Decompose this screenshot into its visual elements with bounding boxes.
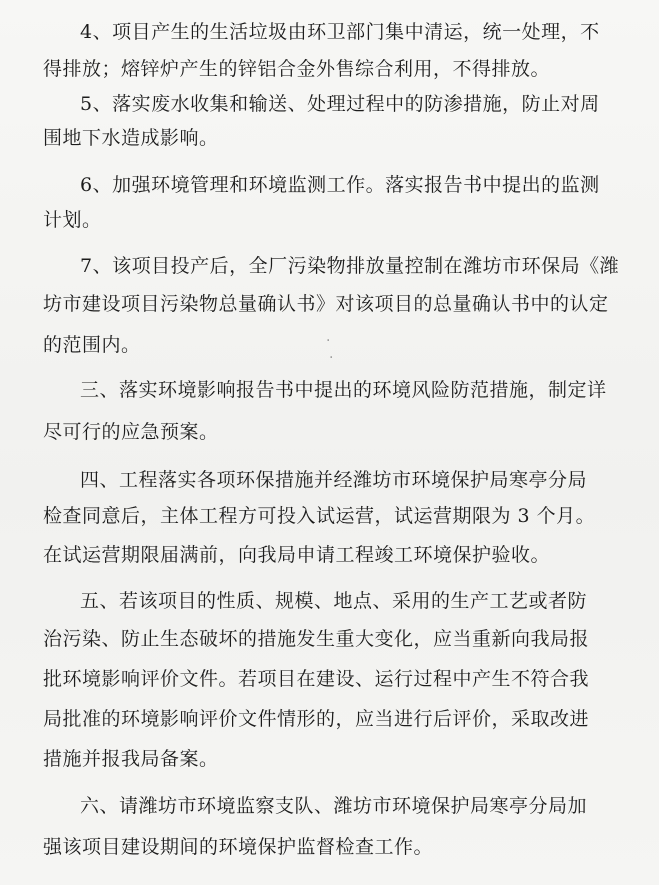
text-line: 5、落实废水收集和输送、处理过程中的防渗措施，防止对周: [80, 93, 600, 115]
text-line: 局批准的环境影响评价文件情形的，应当进行后评价，采取改进: [43, 708, 590, 730]
text-line: 计划。: [43, 209, 102, 231]
text-line: 三、落实环境影响报告书中提出的环境风险防范措施，制定详: [80, 379, 607, 401]
text-line: 批环境影响评价文件。若项目在建设、运行过程中产生不符合我: [43, 668, 590, 690]
text-line: 强该项目建设期间的环境保护监督检查工作。: [43, 836, 434, 858]
text-line: 6、加强环境管理和环境监测工作。落实报告书中提出的监测: [80, 174, 600, 196]
text-line: 7、该项目投产后，全厂污染物排放量控制在潍坊市环保局《潍: [80, 255, 620, 277]
text-line: 四、工程落实各项环保措施并经潍坊市环境保护局寒亭分局: [80, 469, 588, 491]
text-line: 围地下水造成影响。: [43, 127, 219, 149]
text-line: 治污染、防止生态破坏的措施发生重大变化，应当重新向我局报: [43, 628, 590, 650]
scan-speck: ·: [326, 333, 331, 349]
text-line: 得排放；熔锌炉产生的锌铝合金外售综合利用，不得排放。: [43, 58, 551, 80]
text-line: 坊市建设项目污染物总量确认书》对该项目的总量确认书中的认定: [43, 293, 609, 315]
text-line: 在试运营期限届满前，向我局申请工程竣工环境保护验收。: [43, 544, 551, 566]
text-line: 的范围内。: [43, 334, 141, 356]
text-line: 4、项目产生的生活垃圾由环卫部门集中清运，统一处理，不: [80, 21, 600, 43]
text-line: 措施并报我局备案。: [43, 748, 219, 770]
text-line: 五、若该项目的性质、规模、地点、采用的生产工艺或者防: [80, 590, 588, 612]
text-line: 六、请潍坊市环境监察支队、潍坊市环境保护局寒亭分局加: [80, 795, 588, 817]
scan-speck: ·: [329, 350, 334, 366]
text-line: 尽可行的应急预案。: [43, 421, 219, 443]
text-line: 检查同意后，主体工程方可投入试运营，试运营期限为 3 个月。: [43, 505, 596, 527]
